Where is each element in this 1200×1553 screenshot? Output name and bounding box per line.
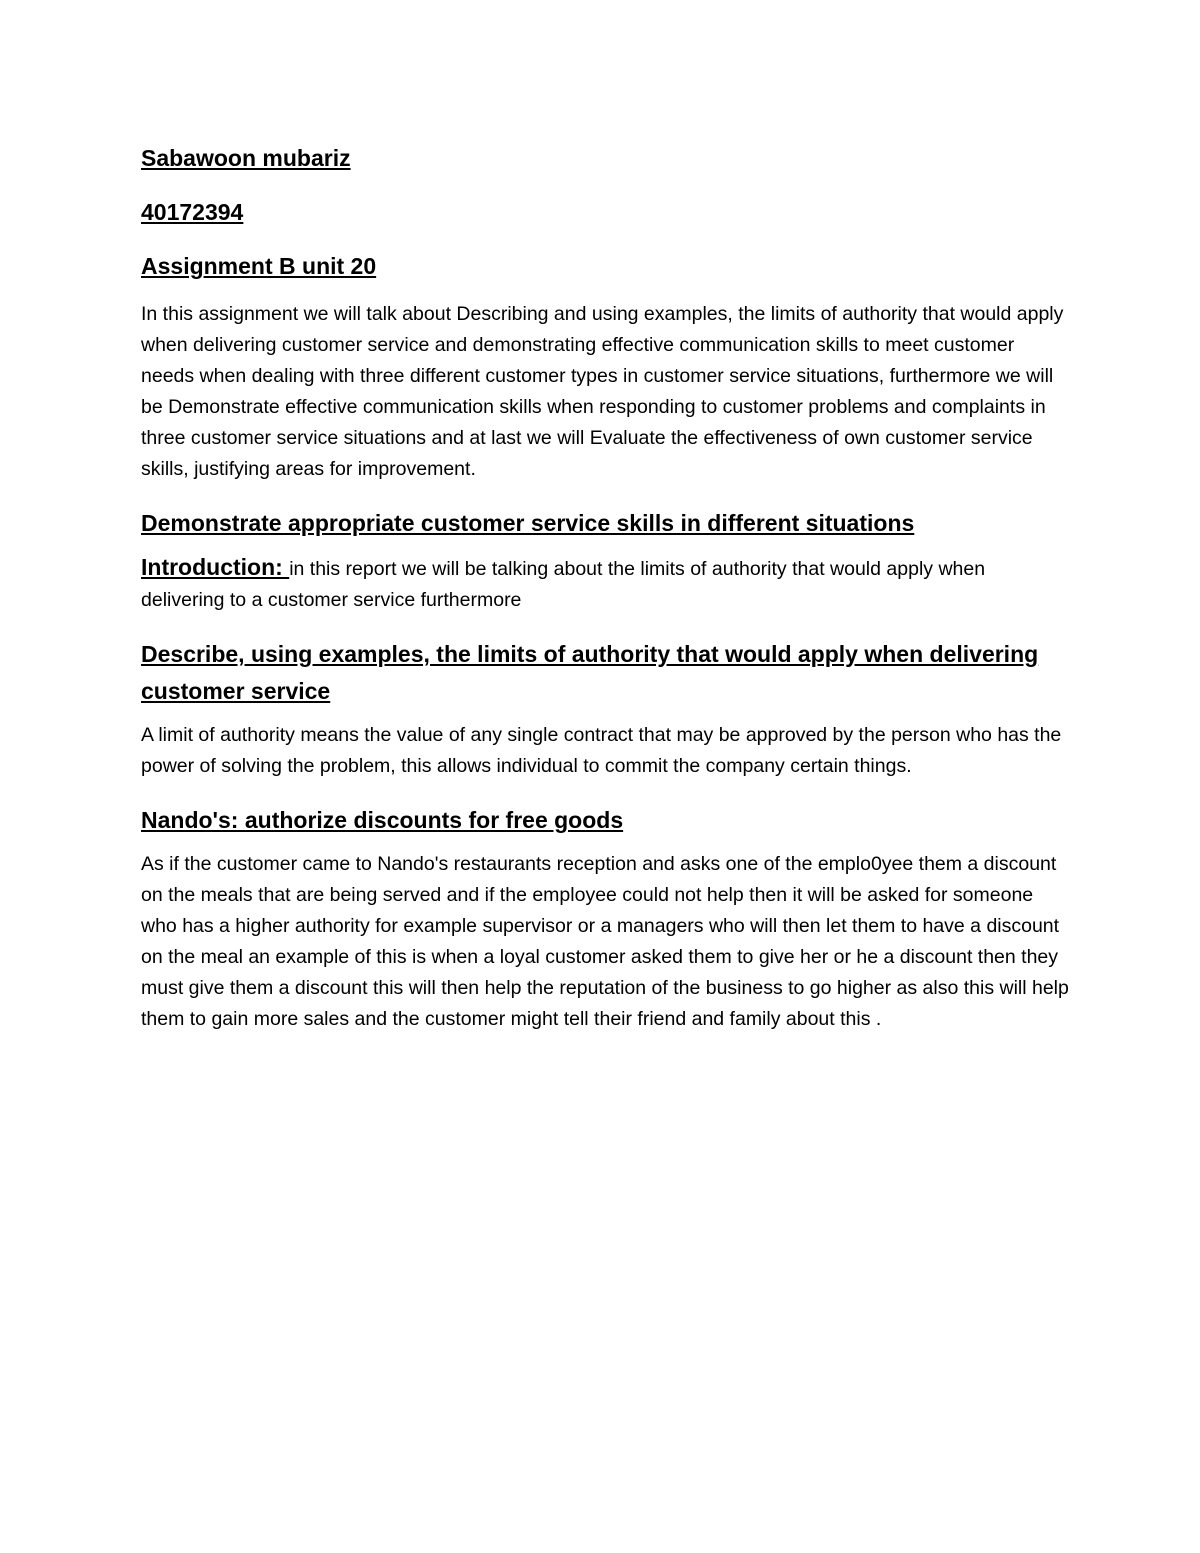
document-body [141,143,1071,1055]
section-heading-customer-service-skills: Demonstrate appropriate customer service skills in different situations [141,510,915,536]
section-heading-limits-of-authority: Describe, using examples, the limits of authority that would apply when delivering customer service [141,641,1039,704]
introduction-paragraph [141,552,1071,616]
nandos-paragraph: As if the customer came to Nando's restaurants reception and asks one of the emplo0yee them a discount on the meals that are being served and if the employee could not help then it will be asked for someone who has a higher authority for example supervisor or a managers who will then let them to have a discount on the meal an example of this is when a loyal customer asked them to give her or he a discount then they must give them a discount this will then help the reputation of the business to go higher as also this will help them to gain more sales and the customer might tell their friend and family about this . [141,853,1069,1030]
author-name: Sabawoon mubariz [141,145,351,171]
intro-paragraph: In this assignment we will talk about Describing and using examples, the limits of authority that would apply when delivering customer service and demonstrating effective communication skills to meet customer needs when dealing with three different customer types in customer service situations, furthermore we will be Demonstrate effective communication skills when responding to customer problems and complaints in three customer service situations and at last we will Evaluate the effectiveness of own customer service skills, justifying areas for improvement. [141,303,1064,480]
student-id: 40172394 [141,199,244,225]
introduction-label: Introduction: [141,554,290,580]
assignment-title: Assignment B unit 20 [141,253,377,279]
limits-of-authority-paragraph: A limit of authority means the value of any single contract that may be approved by the person who has the power of solving the problem, this allows individual to commit the company certain things. [141,724,1062,777]
introduction-text: in this report we will be talking about the limits of authority that would apply when delivering to a customer service furthermore [141,558,986,611]
section-heading-nandos: Nando's: authorize discounts for free goods [141,807,624,833]
